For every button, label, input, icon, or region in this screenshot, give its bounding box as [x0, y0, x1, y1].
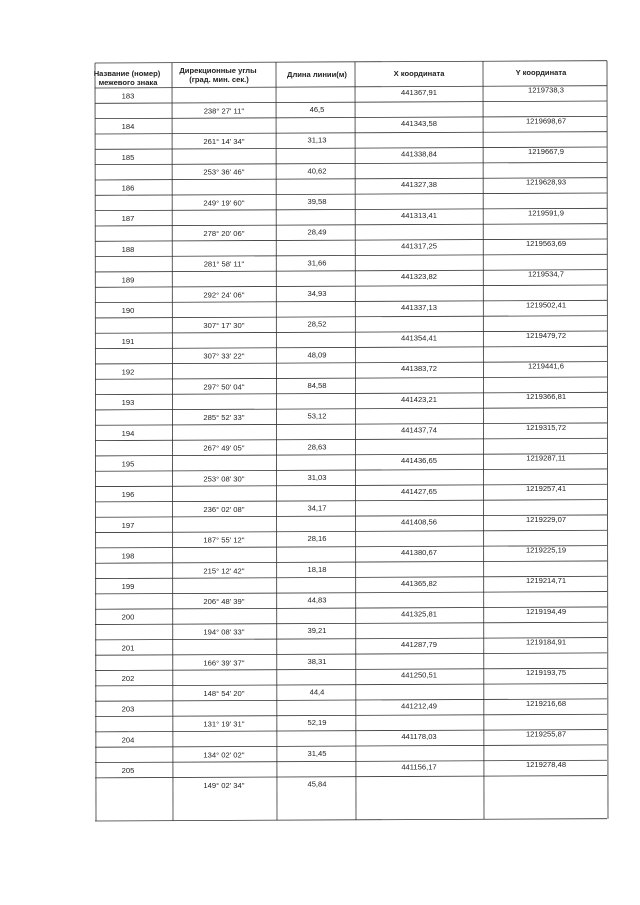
point-y: 1219698,67: [525, 116, 567, 126]
segment-angle: 307° 33' 22'': [203, 351, 245, 361]
segment-length: 46,5: [309, 104, 325, 114]
point-y: 1219366,81: [525, 392, 567, 402]
point-x: 441178,03: [401, 732, 437, 742]
point-x: 441427,65: [401, 486, 437, 496]
point-y: 1219257,41: [525, 484, 567, 494]
point-name: 201: [121, 643, 135, 653]
segment-angle: 281° 58' 11'': [203, 259, 245, 269]
point-x: 441365,82: [401, 578, 437, 588]
grid-line: [172, 63, 173, 821]
segment-length: 31,13: [307, 135, 327, 145]
grid-line: [95, 316, 607, 318]
segment-angle: 261° 14' 34'': [203, 137, 245, 147]
point-name: 188: [121, 244, 135, 254]
point-name: 192: [121, 367, 135, 377]
segment-length: 31,03: [307, 472, 327, 482]
grid-line: [95, 438, 607, 440]
point-x: 441367,91: [401, 88, 437, 98]
table-header: [94, 66, 567, 87]
segment-angle: 206° 48' 39'': [203, 596, 245, 606]
segment-angle: 267° 49' 05'': [203, 443, 245, 453]
point-y: 1219216,68: [525, 698, 567, 708]
segment-angle: 215° 12' 42'': [203, 566, 245, 576]
segment-angle: 278° 20' 06'': [203, 229, 245, 239]
segment-length: 31,66: [307, 258, 327, 268]
grid-line: [95, 776, 607, 778]
grid-line: [95, 561, 607, 563]
point-y: 1219278,48: [525, 760, 567, 770]
header-x: X координата: [393, 69, 445, 78]
grid-line: [95, 745, 607, 747]
grid-line: [95, 224, 607, 226]
grid-line: [276, 62, 277, 820]
segment-angle: 166° 39' 37'': [203, 658, 245, 668]
point-name: 187: [121, 214, 135, 224]
segment-length: 28,52: [307, 319, 327, 329]
point-y: 1219193,75: [525, 668, 567, 678]
segment-length: 28,16: [307, 534, 327, 544]
point-name: 204: [121, 735, 135, 745]
segment-length: 38,31: [307, 656, 327, 666]
point-x: 441317,25: [401, 241, 437, 251]
point-y: 1219628,93: [525, 177, 567, 187]
grid-line: [95, 592, 607, 594]
point-x: 441437,74: [401, 425, 437, 435]
point-name: 203: [121, 704, 135, 714]
segment-angle: 285° 52' 33'': [203, 413, 245, 423]
point-y: 1219287,11: [526, 453, 566, 463]
point-x: 441380,67: [401, 548, 437, 558]
point-y: 1219591,9: [528, 208, 564, 218]
segment-length: 48,09: [307, 350, 327, 360]
point-y: 1219563,69: [525, 238, 567, 248]
point-x: 441337,13: [401, 302, 437, 312]
segment-angle: 194° 08' 33'': [203, 627, 245, 637]
segment-length: 28,63: [307, 442, 327, 452]
point-name: 186: [121, 183, 135, 193]
point-x: 441287,79: [401, 640, 437, 650]
grid-line: [95, 530, 607, 532]
point-name: 200: [121, 612, 135, 622]
segment-length: 18,18: [307, 564, 327, 574]
point-name: 199: [121, 582, 135, 592]
grid-line: [95, 469, 607, 471]
point-name: 185: [121, 152, 135, 162]
segment-length: 39,21: [307, 626, 327, 636]
point-y: 1219214,71: [525, 576, 567, 586]
grid-line: [95, 285, 607, 287]
segment-length: 34,93: [307, 288, 327, 298]
grid-line: [95, 819, 607, 821]
segment-length: 40,62: [307, 166, 327, 176]
grid-line: [95, 254, 607, 256]
point-y: 1219315,72: [525, 422, 567, 432]
point-name: 190: [121, 306, 135, 316]
point-y: 1219194,49: [525, 606, 567, 616]
point-x: 441436,65: [401, 456, 437, 466]
point-y: 1219667,9: [528, 146, 564, 156]
point-x: 441156,17: [401, 762, 437, 772]
point-name: 191: [121, 336, 135, 346]
point-x: 441313,41: [401, 210, 437, 220]
grid-line: [95, 622, 607, 624]
point-y: 1219502,41: [525, 300, 567, 310]
grid-line: [483, 61, 484, 819]
header-y: Y координата: [515, 68, 567, 77]
segment-angle: 236° 02' 08'': [203, 504, 245, 514]
point-y: 1219225,19: [525, 545, 567, 555]
grid-line: [607, 61, 608, 819]
point-x: 441212,49: [401, 701, 437, 711]
segment-angle: 131° 19' 31'': [203, 719, 245, 729]
grid-line: [95, 684, 607, 686]
point-y: 1219229,07: [525, 514, 567, 524]
segment-angle: 253° 36' 46'': [203, 167, 245, 177]
point-name: 196: [121, 490, 135, 500]
segment-angle: 149° 02' 34'': [203, 780, 245, 790]
segment-angle: 253° 08' 30'': [203, 474, 245, 484]
point-y: 1219184,91: [525, 637, 567, 647]
point-y: 1219534,7: [528, 269, 564, 279]
segment-length: 84,58: [307, 380, 327, 390]
segment-angle: 134° 02' 02'': [203, 750, 245, 760]
point-name: 184: [121, 122, 135, 132]
segment-angle: 292° 24' 06'': [203, 290, 245, 300]
grid-line: [95, 408, 607, 410]
grid-line: [95, 346, 607, 348]
grid-line: [355, 62, 356, 820]
grid-line: [95, 377, 607, 379]
header-name-line2: межевого знака: [98, 78, 158, 87]
point-name: 189: [121, 275, 135, 285]
point-x: 441327,38: [401, 180, 437, 190]
point-x: 441325,81: [401, 609, 437, 619]
point-name: 198: [121, 551, 135, 561]
segment-angle: 249° 19' 60'': [203, 198, 245, 208]
segment-angle: 307° 17' 30'': [203, 321, 245, 331]
header-length: Длина линии(м): [287, 70, 347, 79]
segment-length: 52,19: [307, 718, 327, 728]
point-name: 202: [121, 674, 135, 684]
point-y: 1219479,72: [525, 330, 567, 340]
segment-angle: 187° 55' 12'': [203, 535, 245, 545]
point-name: 193: [121, 398, 135, 408]
point-name: 195: [121, 459, 135, 469]
point-y: 1219255,87: [525, 729, 567, 739]
header-angle-line2: (град. мин. сек.): [189, 75, 249, 84]
point-x: 441354,41: [401, 333, 437, 343]
point-y: 1219441,6: [528, 361, 564, 371]
point-x: 441383,72: [401, 364, 437, 374]
segment-angle: 148° 54' 20'': [203, 688, 245, 698]
point-name: 197: [121, 520, 135, 530]
point-name: 194: [121, 428, 135, 438]
point-x: 441423,21: [401, 394, 437, 404]
segment-angle: 297° 50' 04'': [203, 382, 245, 392]
point-y: 1219738,3: [528, 85, 564, 95]
point-x: 441250,51: [401, 670, 437, 680]
segment-length: 28,49: [307, 227, 327, 237]
header-angle-line1: Дирекционные углы: [179, 66, 257, 75]
segment-length: 39,58: [307, 196, 327, 206]
point-x: 441408,56: [401, 517, 437, 527]
point-name: 205: [121, 766, 135, 776]
segment-length: 45,84: [307, 779, 327, 789]
point-x: 441323,82: [401, 272, 437, 282]
point-x: 441343,58: [401, 118, 437, 128]
segment-length: 53,12: [307, 411, 327, 421]
segment-length: 44,4: [309, 687, 325, 697]
segment-angle: 238° 27' 11'': [203, 106, 245, 116]
segment-length: 34,17: [307, 503, 327, 513]
grid-line: [95, 63, 96, 821]
grid-line: [95, 500, 607, 502]
segment-length: 44,83: [307, 595, 327, 605]
point-x: 441338,84: [401, 149, 437, 159]
grid-line: [95, 714, 607, 716]
grid-line: [95, 653, 607, 655]
header-name-line1: Название (номер): [93, 69, 161, 78]
segment-length: 31,45: [307, 748, 327, 758]
point-name: 183: [121, 91, 135, 101]
